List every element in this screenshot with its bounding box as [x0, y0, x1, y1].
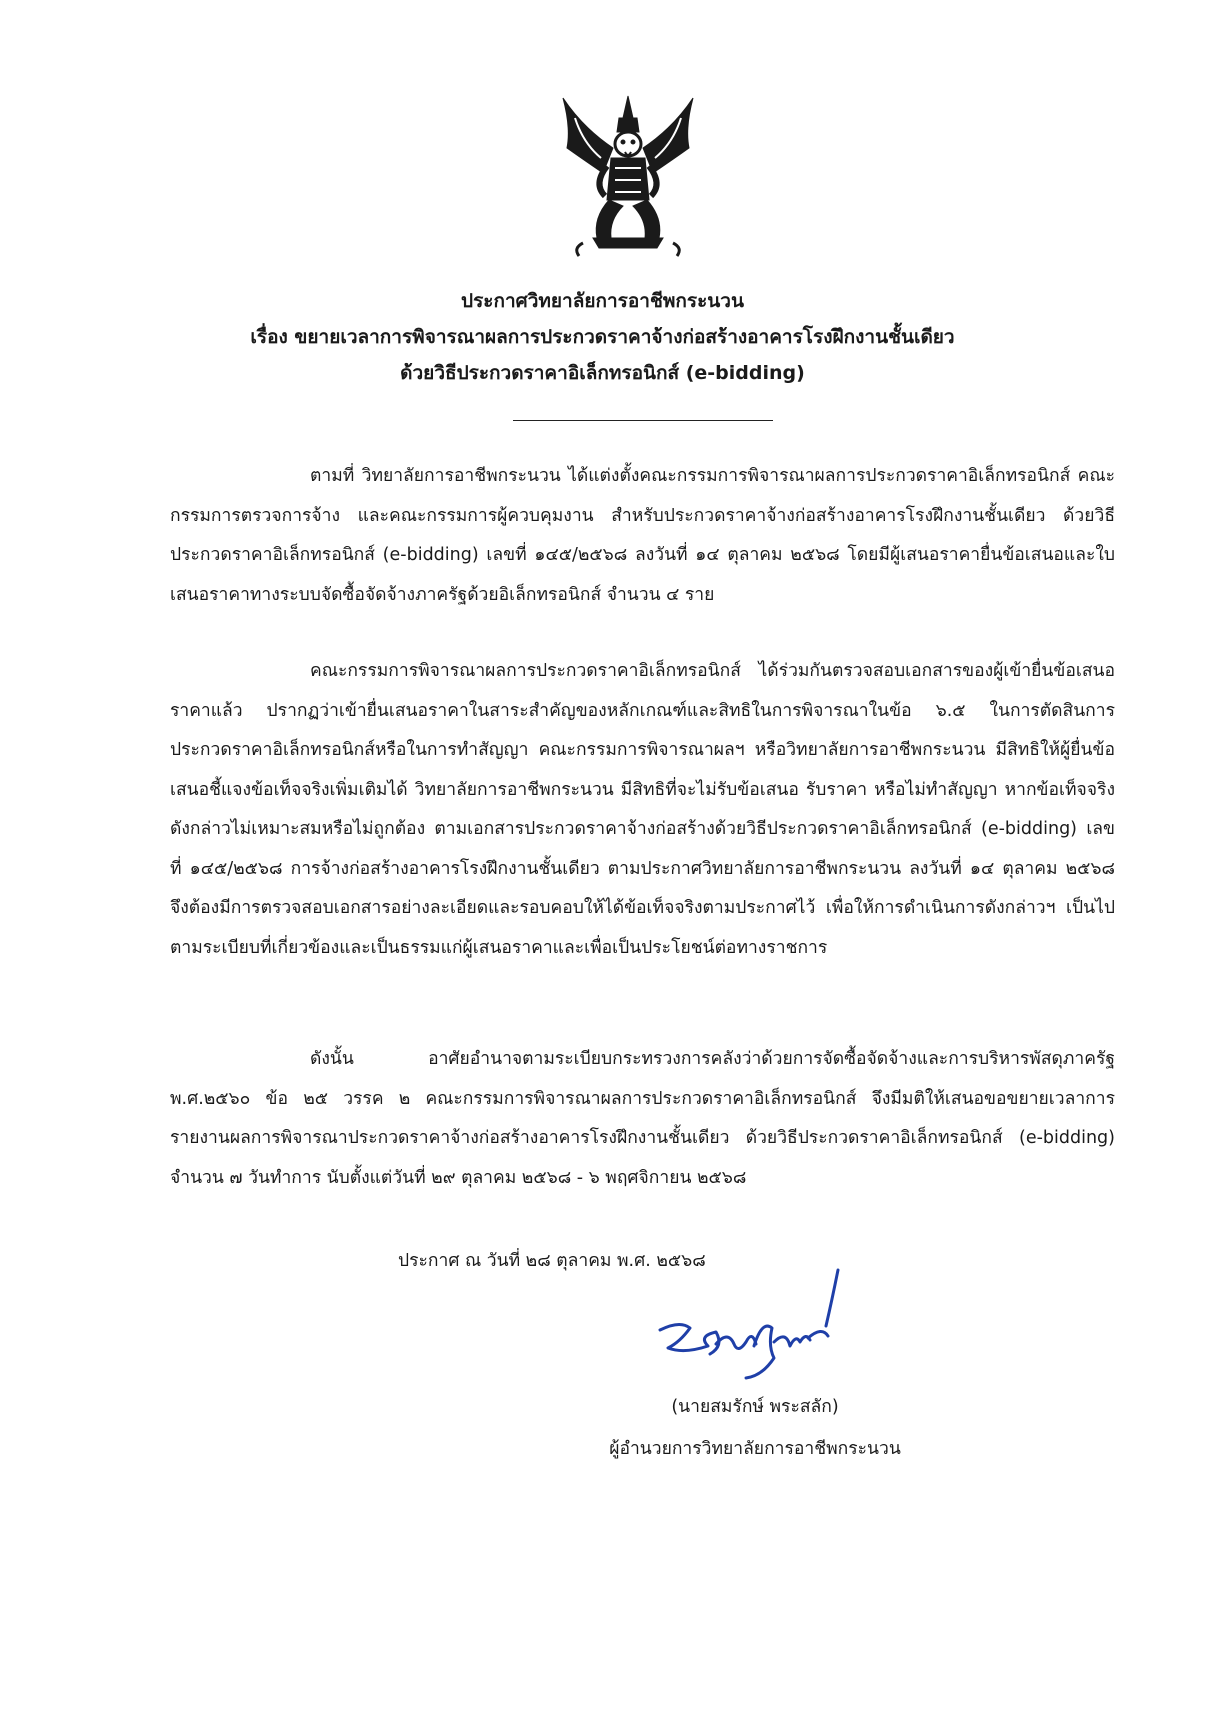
title-line-2: เรื่อง ขยายเวลาการพิจารณาผลการประกวดราคาจ้างก่อสร้างอาคารโรงฝึกงานชั้นเดียว: [250, 326, 955, 348]
paragraph-1: ตามที่ วิทยาลัยการอาชีพกระนวน ได้แต่งตั้งคณะกรรมการพิจารณาผลการประกวดราคาอิเล็กทรอนิกส์ คณะกรรมการตรวจการจ้าง และคณะกรรมการผู้ควบคุมงาน สำหรับประกวดราคาจ้างก่อสร้างอาคารโรงฝึกงานชั้นเดียว ด้วยวิธีประกวดราคาอิเล็กทรอนิกส์ (e-bidding) เลขที่ ๑๔๕/๒๕๖๘ ลงวันที่ ๑๔ ตุลาคม ๒๕๖๘ โดยมีผู้เสนอราคายื่นข้อเสนอและใบเสนอราคาทางระบบจัดซื้อจัดจ้างภาครัฐด้วยอิเล็กทรอนิกส์ จำนวน ๔ ราย: [170, 466, 1115, 605]
garuda-emblem-icon: [553, 88, 703, 258]
title-line-3: ด้วยวิธีประกวดราคาอิเล็กทรอนิกส์ (e-bidding): [400, 362, 805, 384]
signer-name: (นายสมรักษ์ พระสลัก): [671, 1397, 839, 1417]
signer-position: ผู้อำนวยการวิทยาลัยการอาชีพกระนวน: [609, 1439, 901, 1459]
title-line-1: ประกาศวิทยาลัยการอาชีพกระนวน: [461, 290, 744, 312]
paragraph-3: ดังนั้น อาศัยอำนาจตามระเบียบกระทรวงการคลังว่าด้วยการจัดซื้อจัดจ้างและการบริหารพัสดุภาครัฐ พ.ศ.๒๕๖๐ ข้อ ๒๕ วรรค ๒ คณะกรรมการพิจารณาผลการประกวดราคาอิเล็กทรอนิกส์ จึงมีมติให้เสนอขอขยายเวลาการรายงานผลการพิจารณาประกวดราคาจ้างก่อสร้างอาคารโรงฝึกงานชั้นเดียว ด้วยวิธีประกวดราคาอิเล็กทรอนิกส์ (e-bidding) จำนวน ๗ วันทำการ นับตั้งแต่วันที่ ๒๙ ตุลาคม ๒๕๖๘ - ๖ พฤศจิกายน ๒๕๖๘: [170, 1049, 1115, 1188]
title-divider: [513, 420, 773, 421]
signature-image: [650, 1250, 860, 1410]
paragraph-2: คณะกรรมการพิจารณาผลการประกวดราคาอิเล็กทรอนิกส์ ได้ร่วมกันตรวจสอบเอกสารของผู้เข้ายื่นข้อเสนอราคาแล้ว ปรากฏว่าเข้ายื่นเสนอราคาในสาระสำคัญของหลักเกณฑ์และสิทธิในการพิจารณาในข้อ ๖.๕ ในการตัดสินการประกวดราคาอิเล็กทรอนิกส์หรือในการทำสัญญา คณะกรรมการพิจารณาผลฯ หรือวิทยาลัยการอาชีพกระนวน มีสิทธิให้ผู้ยื่นข้อเสนอชี้แจงข้อเท็จจริงเพิ่มเติมได้ วิทยาลัยการอาชีพกระนวน มีสิทธิที่จะไม่รับข้อเสนอ รับราคา หรือไม่ทำสัญญา หากข้อเท็จจริงดังกล่าวไม่เหมาะสมหรือไม่ถูกต้อง ตามเอกสารประกวดราคาจ้างก่อสร้างด้วยวิธีประกวดราคาอิเล็กทรอนิกส์ (e-bidding) เลขที่ ๑๔๕/๒๕๖๘ การจ้างก่อสร้างอาคารโรงฝึกงานชั้นเดียว ตามประกาศวิทยาลัยการอาชีพกระนวน ลงวันที่ ๑๔ ตุลาคม ๒๕๖๘ จึงต้องมีการตรวจสอบเอกสารอย่างละเอียดและรอบคอบให้ได้ข้อเท็จจริงตามประกาศไว้ เพื่อให้การดำเนินการดังกล่าวฯ เป็นไปตามระเบียบที่เกี่ยวข้องและเป็นธรรมแก่ผู้เสนอราคาและเพื่อเป็นประโยชน์ต่อทางราชการ: [170, 661, 1115, 958]
announced-date: ประกาศ ณ วันที่ ๒๘ ตุลาคม พ.ศ. ๒๕๖๘: [398, 1251, 706, 1271]
